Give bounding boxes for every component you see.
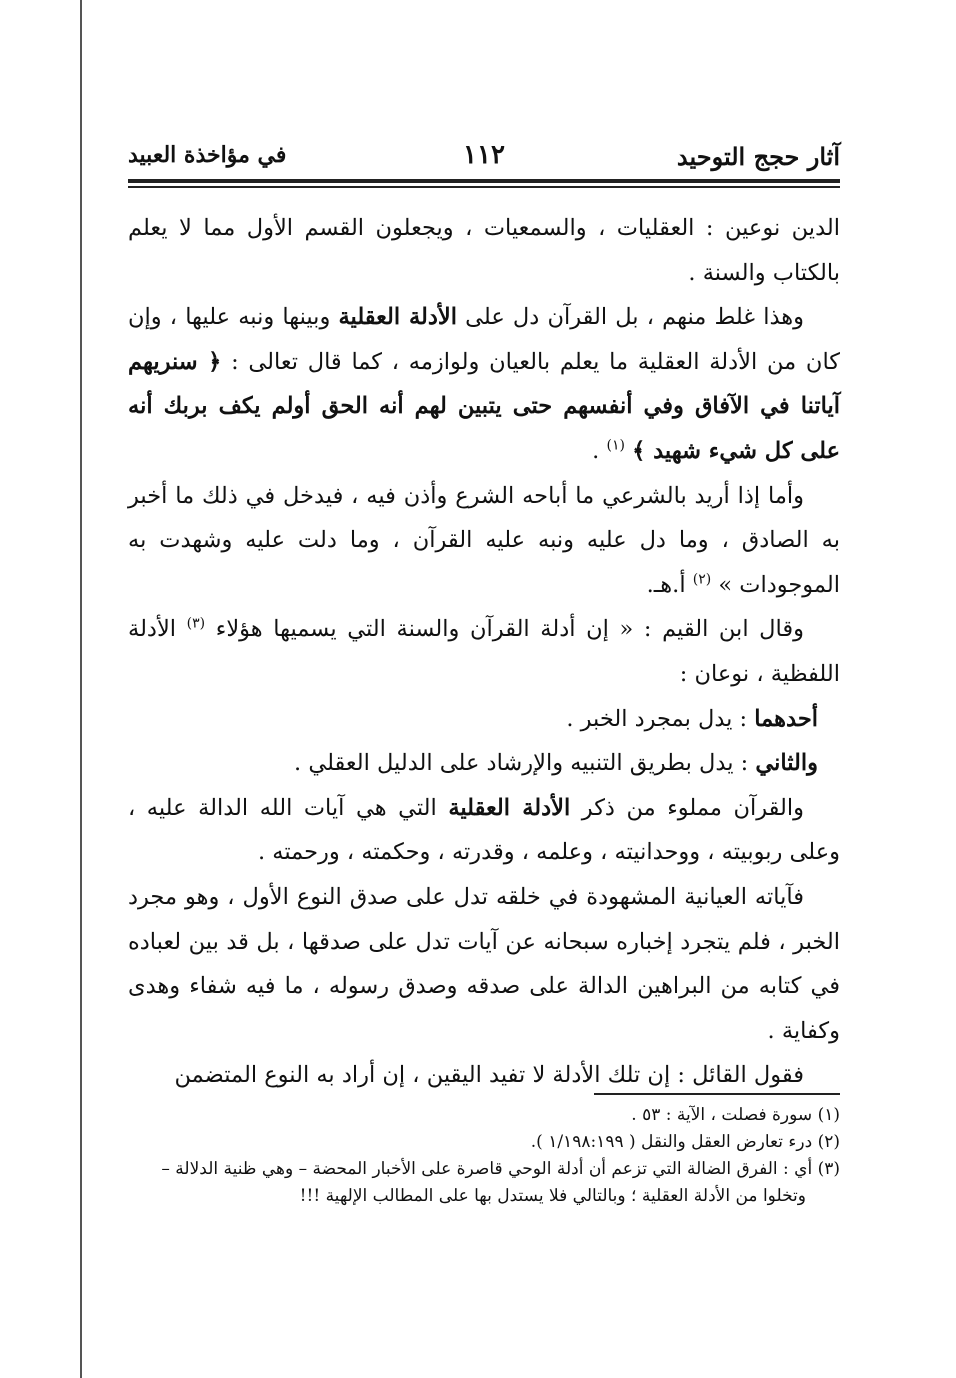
- paragraph-8: فآياته العيانية المشهودة في خلقه تدل على صدق النوع الأول ، وهو مجرد الخبر ، فلم يتجرد إخباره سبحانه عن آيات تدل على صدقها ، بل قد بين لعباده في كتابه من البراهين الدالة على صدقه وصدق رسوله ، ما فيه شفاء وهدى وكفاية .: [128, 883, 840, 1044]
- highlight-term: الأدلة العقلية: [448, 794, 571, 821]
- paragraph-2: وهذا غلط منهم ، بل القرآن دل على الأدلة العقلية وبينها ونبه عليها ، وإن كان من الأدلة العقلية ما يعلم بالعيان ولوازمه ، كما قال تعالى : ﴿ سنريهم آياتنا في الآفاق وفي أنفسهم حتى يتبين لهم أنه الحق أولم يكف بربك أنه على كل شيء شهيد ﴾ $^{(١)}$ .: [128, 304, 841, 464]
- footnote-text: درء تعارض العقل والنقل ( ١/١٩٨:١٩٩ ).: [530, 1132, 813, 1152]
- paragraph-1: الدين نوعين : العقليات ، والسمعيات ، ويجعلون القسم الأول مما لا يعلم بالكتاب والسنة .: [128, 215, 840, 286]
- footnote-text: أي : الفرق الضالة التي تزعم أن أدلة الوحي قاصرة على الأخبار المحضة – وهي ظنية الدلالة –: [161, 1159, 813, 1179]
- list-item-first: أحدهما : يدل بمجرد الخبر .: [566, 705, 818, 732]
- footnote-number: (٢): [817, 1132, 840, 1152]
- page-number: ١١٢: [463, 140, 505, 170]
- running-section-title: في مؤاخذة العبيد: [128, 142, 287, 168]
- paragraph-9: فقول القائل : إن تلك الأدلة لا تفيد اليقين ، إن أراد به النوع المتضمن: [174, 1062, 804, 1089]
- paragraph-4: وقال ابن القيم : « إن أدلة القرآن والسنة التي يسميها هؤلاء $^{(٣)}$ الأدلة اللفظية ، نوعان :: [128, 615, 840, 687]
- footnote-3: [120, 1156, 840, 1183]
- main-text: [128, 206, 840, 1098]
- footnote-1: [120, 1102, 840, 1129]
- footnotes: [120, 1102, 840, 1210]
- footnote-text: سورة فصلت ، الآية : ٥٣ .: [631, 1105, 813, 1125]
- footnote-ref-3: (٣): [186, 615, 206, 632]
- footnote-separator: [594, 1093, 840, 1095]
- footnote-3-continuation: وتخلوا من الأدلة العقلية ؛ وبالتالي فلا يستدل بها على المطالب الإلهية !!!: [299, 1186, 806, 1206]
- quran-verse: ﴿ سنريهم آياتنا في الآفاق وفي أنفسهم حتى يتبين لهم أنه الحق أولم يكف بربك أنه على كل شيء شهيد ﴾: [128, 348, 840, 464]
- header-rule-thick: [128, 179, 840, 183]
- footnote-ref-2: (٢): [692, 571, 712, 588]
- paragraph-3: وأما إذا أريد بالشرعي ما أباحه الشرع وأذن فيه ، فيدخل في ذلك ما أخبر به الصادق ، وما دل عليه ونبه عليه القرآن ، وما دلت عليه وشهدت به الموجودات » $^{(٢)}$ أ.هـ.: [128, 482, 840, 598]
- footnote-number: (٣): [817, 1159, 840, 1179]
- list-label-first: أحدهما: [754, 705, 818, 732]
- footnote-number: (١): [817, 1105, 840, 1125]
- binding-edge-line: [80, 0, 82, 1378]
- running-book-title: آثار حجج التوحيد: [676, 142, 840, 171]
- list-label-second: والثاني: [755, 750, 818, 777]
- highlight-term: الأدلة العقلية: [338, 304, 457, 331]
- footnote-ref-1: (١): [606, 437, 625, 454]
- page-header: [128, 140, 840, 176]
- header-rule-thin: [128, 186, 840, 188]
- footnote-2: [120, 1129, 840, 1156]
- list-item-second: والثاني : يدل بطريق التنبيه والإرشاد على الدليل العقلي .: [294, 750, 818, 777]
- paragraph-7: والقرآن مملوء من ذكر الأدلة العقلية التي هي آيات الله الدالة عليه ، وعلى ربوبيته ، ووحدانيته ، وعلمه ، وقدرته ، وحكمته ، ورحمته .: [128, 794, 840, 866]
